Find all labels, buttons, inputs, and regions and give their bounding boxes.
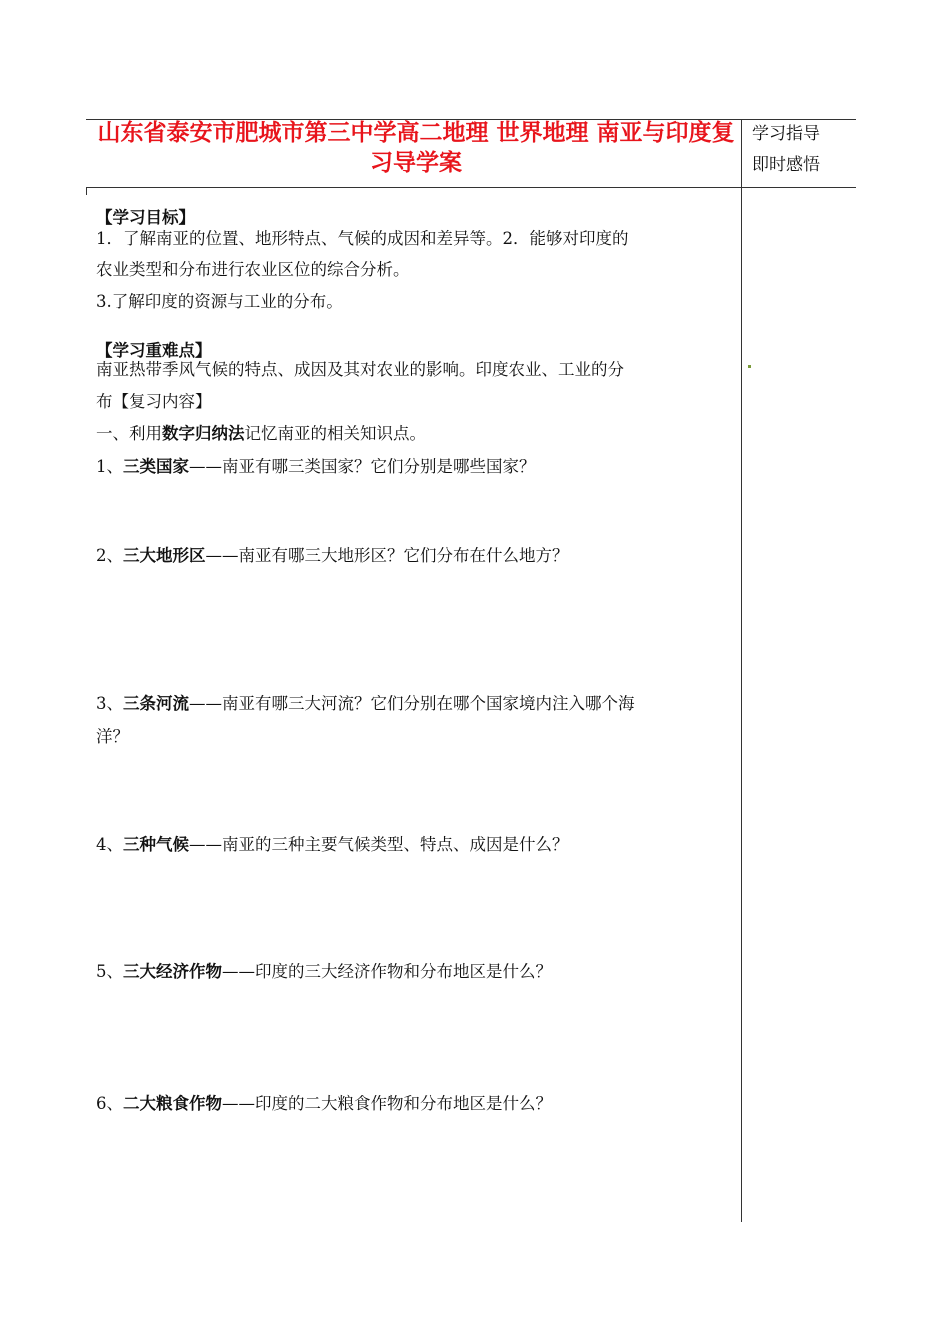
question-number: 6、 — [96, 1094, 123, 1113]
question-keyword: 三种气候 — [123, 835, 189, 854]
page-title: 山东省泰安市肥城市第三中学高二地理 世界地理 南亚与印度复习导学案 — [97, 120, 735, 176]
question-text: ——印度的三大经济作物和分布地区是什么？ — [222, 962, 552, 981]
question-keyword: 三大地形区 — [123, 546, 206, 565]
side-label-reflection: 即时感悟 — [752, 155, 820, 175]
question-number: 1、 — [96, 457, 123, 476]
intro-bold: 数字归纳法 — [162, 424, 245, 443]
question-keyword: 三条河流 — [123, 694, 189, 713]
question-2 — [96, 545, 569, 567]
intro-line — [96, 423, 426, 445]
goals-line: 3.了解印度的资源与工业的分布。 — [96, 292, 343, 311]
question-6 — [96, 1093, 552, 1115]
intro-suffix: 记忆南亚的相关知识点。 — [244, 424, 426, 443]
goals-line: 农业类型和分布进行农业区位的综合分析。 — [96, 260, 410, 279]
key-points-heading: 【学习重难点】 — [96, 341, 212, 360]
question-text: ——南亚的三种主要气候类型、特点、成因是什么？ — [189, 835, 569, 854]
question-4 — [96, 834, 569, 856]
question-3-continuation: 洋？ — [96, 727, 129, 746]
intro-prefix: 一、利用 — [96, 424, 162, 443]
goals-line: 1．了解南亚的位置、地形特点、气候的成因和差异等。2．能够对印度的 — [96, 229, 629, 248]
key-points-line: 南亚热带季风气候的特点、成因及其对农业的影响。印度农业、工业的分 — [96, 360, 624, 379]
question-number: 4、 — [96, 835, 123, 854]
question-text: ——南亚有哪三大河流？它们分别在哪个国家境内注入哪个海 — [189, 694, 635, 713]
side-label-guidance: 学习指导 — [752, 124, 820, 144]
column-divider — [741, 119, 742, 1222]
header-left-border — [86, 187, 87, 195]
question-number: 5、 — [96, 962, 123, 981]
question-keyword: 二大粮食作物 — [123, 1094, 222, 1113]
question-1 — [96, 456, 536, 478]
question-3 — [96, 693, 635, 715]
key-points-line: 布【复习内容】 — [96, 392, 212, 411]
question-text: ——南亚有哪三类国家？它们分别是哪些国家？ — [189, 457, 536, 476]
stray-mark — [748, 365, 751, 368]
question-text: ——印度的二大粮食作物和分布地区是什么？ — [222, 1094, 552, 1113]
question-5 — [96, 961, 552, 983]
question-number: 2、 — [96, 546, 123, 565]
question-keyword: 三大经济作物 — [123, 962, 222, 981]
question-text: ——南亚有哪三大地形区？它们分布在什么地方？ — [205, 546, 569, 565]
question-keyword: 三类国家 — [123, 457, 189, 476]
question-number: 3、 — [96, 694, 123, 713]
goals-heading: 【学习目标】 — [96, 208, 195, 227]
